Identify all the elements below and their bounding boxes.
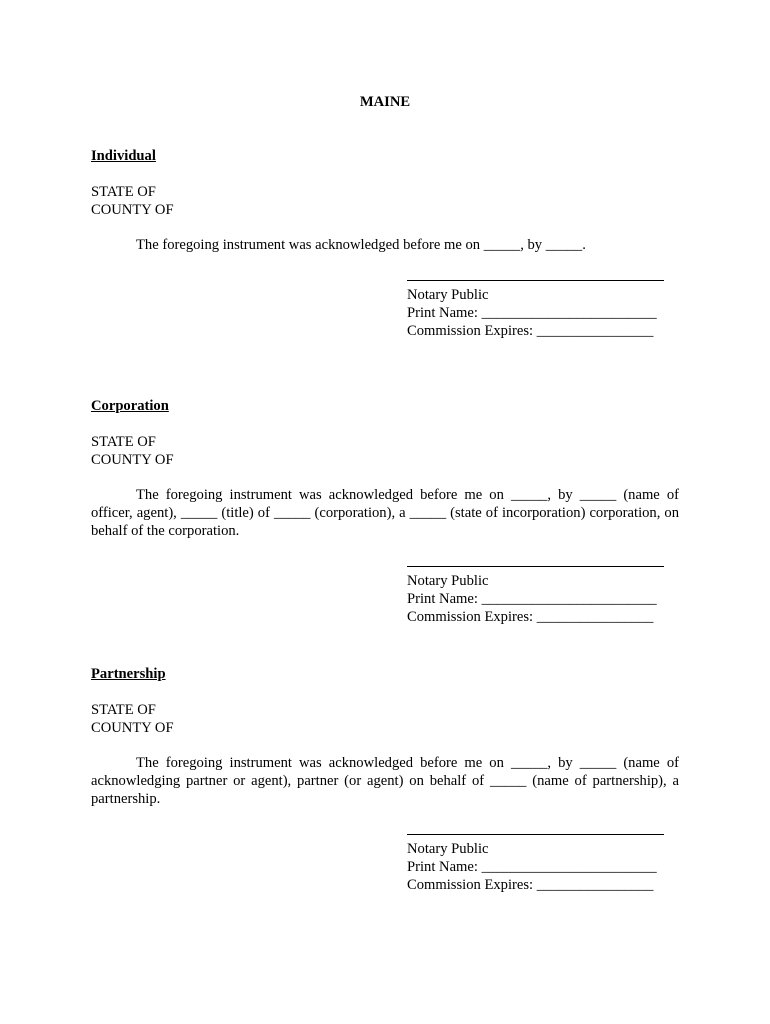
section-heading: Corporation xyxy=(91,398,169,414)
state-label: STATE OF xyxy=(91,434,156,450)
signature-line xyxy=(407,280,664,281)
notary-signature-block xyxy=(407,834,667,894)
section-corporation xyxy=(91,397,679,625)
acknowledgment-text: The foregoing instrument was acknowledged before me on _____, by _____ (name of acknowledging partner or agent), partner (or agent) on behalf of _____ (name of partnership), a partnership. xyxy=(91,755,679,807)
print-name-field: Print Name: ________________________ xyxy=(407,591,657,607)
notary-public-label: Notary Public xyxy=(407,287,489,303)
acknowledgment-text: The foregoing instrument was acknowledged before me on _____, by _____ (name of officer, agent), _____ (title) of _____ (corporation), a _____ (state of incorporation) corporation, on behalf of the corporation. xyxy=(91,487,679,539)
state-label: STATE OF xyxy=(91,184,156,200)
section-individual xyxy=(91,147,679,339)
notary-public-label: Notary Public xyxy=(407,573,489,589)
notary-public-label: Notary Public xyxy=(407,841,489,857)
print-name-field: Print Name: ________________________ xyxy=(407,859,657,875)
state-label: STATE OF xyxy=(91,702,156,718)
section-heading: Partnership xyxy=(91,666,166,682)
notary-signature-block xyxy=(407,566,667,626)
print-name-field: Print Name: ________________________ xyxy=(407,305,657,321)
section-partnership xyxy=(91,665,679,893)
commission-expires-field: Commission Expires: ________________ xyxy=(407,323,654,339)
acknowledgment-text: The foregoing instrument was acknowledged before me on _____, by _____. xyxy=(136,237,586,253)
commission-expires-field: Commission Expires: ________________ xyxy=(407,609,654,625)
county-label: COUNTY OF xyxy=(91,452,174,468)
signature-line xyxy=(407,566,664,567)
section-heading: Individual xyxy=(91,148,156,164)
signature-line xyxy=(407,834,664,835)
notary-signature-block xyxy=(407,280,667,340)
county-label: COUNTY OF xyxy=(91,720,174,736)
county-label: COUNTY OF xyxy=(91,202,174,218)
commission-expires-field: Commission Expires: ________________ xyxy=(407,877,654,893)
page-title: MAINE xyxy=(359,94,411,110)
